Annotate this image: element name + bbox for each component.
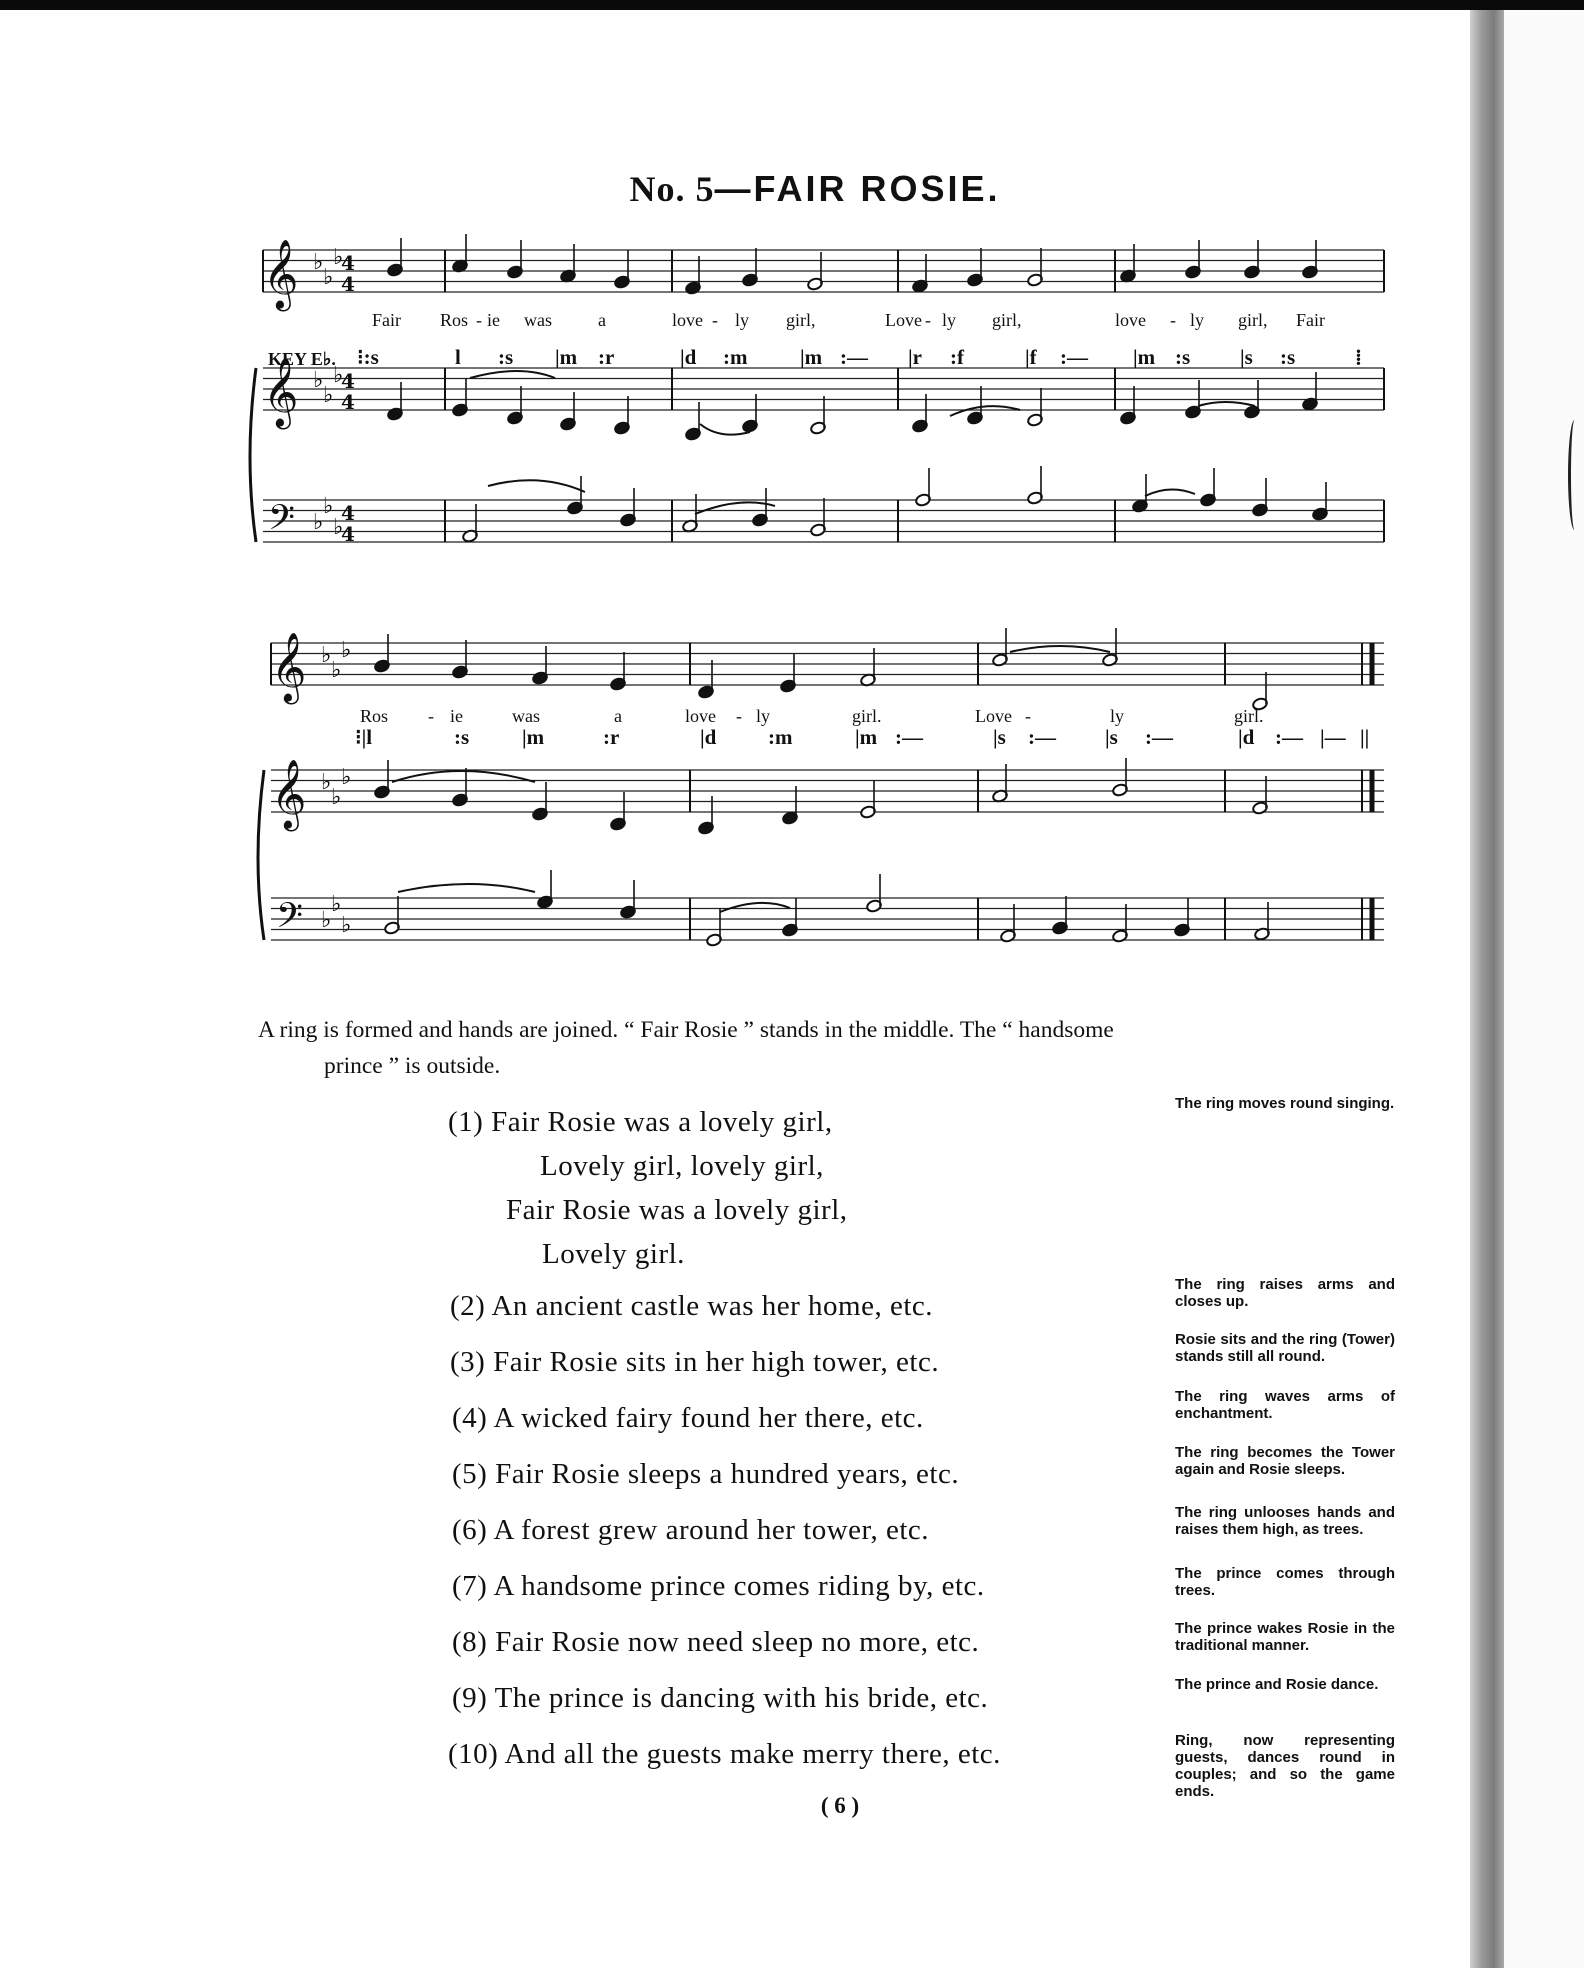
treble-clef: 𝄞 [263,239,299,309]
verse-1-line-2 [540,1150,824,1183]
lyric-syllable: ie [450,706,463,726]
song-name: FAIR ROSIE. [753,168,1001,209]
time-signature-top: 4 [341,369,355,393]
solfa-syllable: :— [1060,345,1088,369]
verse-line: A wicked fairy found her there, etc. [493,1402,924,1434]
lyric-syllable: a [614,706,622,726]
solfa-syllable: :f [950,345,964,369]
flat-sign: ♭ [333,245,344,270]
lyric-syllable: - [712,310,718,330]
time-signature-top: 4 [341,501,355,525]
lyric-syllable: ly [1110,706,1125,726]
verse-10 [448,1738,1001,1771]
solfa-syllable: :m [723,345,748,369]
solfa-syllable: ⁝:s [357,345,379,369]
solfa-syllable: l [455,345,461,369]
verse-8 [452,1626,979,1659]
solfa-syllable: || [1360,725,1370,749]
lyric-syllable: - [736,706,742,726]
slur [950,406,1020,416]
verse-line: Fair Rosie sits in her high tower, etc. [493,1346,940,1378]
solfa-syllable: :s [1280,345,1296,369]
treble-clef: 𝄞 [271,759,307,829]
solfa-syllable: |m [555,345,578,369]
verse-1-line-3 [506,1194,848,1227]
verse-7 [452,1570,985,1603]
lyric-syllable: girl, [1238,310,1268,330]
lyric-syllable: ly [735,310,750,330]
lyric-syllable: - [428,706,434,726]
verse-number: (9) [452,1682,488,1714]
solfa-syllable: :s [1175,345,1191,369]
bass-clef: 𝄢 [268,497,296,546]
time-signature-bottom: 4 [341,272,355,296]
page-title: No. 5—FAIR ROSIE. [629,168,1001,209]
lyric-syllable: Ros [440,310,469,330]
solfa-syllable: |m [1133,345,1156,369]
slur [488,480,585,492]
verse-5 [452,1458,959,1491]
bass-clef: 𝄢 [276,895,304,944]
flat-sign: ♭ [341,638,352,663]
time-signature-bottom: 4 [341,390,355,414]
lyric-syllable: Love [975,706,1012,726]
verse-line: A forest grew around her tower, etc. [493,1514,930,1546]
flat-sign: ♭ [323,494,334,519]
instructions [258,1012,1388,1084]
solfa-syllable: |d [700,725,717,749]
verse-number: (3) [450,1346,486,1378]
piano-brace [250,368,256,542]
lyric-syllable: love [672,310,703,330]
verse-2 [450,1290,933,1323]
verse-number: (8) [452,1626,488,1658]
lyric-syllable: love [685,706,716,726]
slur [1145,489,1195,496]
instruction-line-2: prince ” is outside. [324,1053,501,1079]
solfa-syllable: :s [454,725,470,749]
solfa-syllable: |s [1105,725,1118,749]
lyric-syllable: a [598,310,606,330]
flat-sign: ♭ [313,250,324,275]
solfa-syllable: |f [1025,345,1037,369]
flat-sign: ♭ [321,643,332,668]
solfa-syllable: |— [1320,725,1346,749]
lyric-syllable: girl. [852,706,882,726]
lyric-syllable: Fair [372,310,401,330]
piano-brace [258,770,264,940]
flat-sign: ♭ [341,765,352,790]
verse-number: (6) [452,1514,488,1546]
verse-number: (7) [452,1570,488,1602]
lyric-syllable: was [524,310,552,330]
flat-sign: ♭ [333,363,344,388]
solfa-syllable: :s [498,345,514,369]
key-label: KEY E♭. [268,349,336,369]
verse-line: And all the guests make merry there, etc. [504,1738,1001,1770]
solfa-syllable: :— [1275,725,1303,749]
lyric-syllable: girl. [1234,706,1264,726]
page-number: ( 6 ) [820,1793,860,1818]
verse-line: Lovely girl. [542,1238,685,1270]
treble-clef: 𝄞 [271,632,307,702]
solfa-syllable: |m [800,345,823,369]
verse-9 [452,1682,988,1715]
lyric-syllable: love [1115,310,1146,330]
slur [470,371,555,378]
side-note-7: The prince comes through trees. [1175,1565,1395,1599]
lyric-syllable: ie [487,310,500,330]
verse-line: Fair Rosie sleeps a hundred years, etc. [495,1458,960,1490]
flat-sign: ♭ [331,892,342,917]
flat-sign: ♭ [333,515,344,540]
lyric-syllable: - [1025,706,1031,726]
song-number: No. 5 [629,169,715,209]
verse-3 [450,1346,939,1379]
solfa-syllable: :r [598,345,615,369]
solfa-syllable: :— [1028,725,1056,749]
verse-1 [448,1106,833,1139]
lyric-syllable: - [925,310,931,330]
lyric-syllable: - [1170,310,1176,330]
solfa-syllable: :— [840,345,868,369]
slur [720,903,790,912]
solfa-syllable: |m [855,725,878,749]
solfa-syllable: |s [993,725,1006,749]
verse-line: Fair Rosie was a lovely girl, [506,1194,848,1226]
flat-sign: ♭ [313,510,324,535]
verse-line: Fair Rosie now need sleep no more, etc. [495,1626,980,1658]
side-note-3: Rosie sits and the ring (Tower) stands still all round. [1175,1331,1395,1365]
verse-line: A handsome prince comes riding by, etc. [493,1570,985,1602]
side-note-9: The prince and Rosie dance. [1175,1676,1379,1693]
lyric-syllable: was [512,706,540,726]
treble-clef: 𝄞 [263,357,299,427]
slur [1198,402,1255,406]
solfa-syllable: :m [768,725,793,749]
verse-line: An ancient castle was her home, etc. [491,1290,934,1322]
instruction-line-1: A ring is formed and hands are joined. “ Fair Rosie ” stands in the middle. The “ handsome [258,1017,1114,1043]
lyric-syllable: ly [1190,310,1205,330]
solfa-syllable: :— [1145,725,1173,749]
verse-number: (1) [448,1106,484,1138]
flat-sign: ♭ [321,908,332,933]
lyric-syllable: ly [756,706,771,726]
side-note-4: The ring waves arms of enchantment. [1175,1388,1395,1422]
verse-number: (4) [452,1402,488,1434]
flat-sign: ♭ [331,785,342,810]
side-note-2: The ring raises arms and closes up. [1175,1276,1395,1310]
verse-number: (2) [450,1290,486,1322]
verse-line: The prince is dancing with his bride, etc. [494,1682,989,1714]
slur [695,502,775,514]
side-note-10: Ring, now representing guests, dances round in couples; and so the game ends. [1175,1732,1395,1800]
solfa-syllable: |s [1240,345,1253,369]
solfa-syllable: ⁞ [1355,345,1362,369]
flat-sign: ♭ [341,913,352,938]
flat-sign: ♭ [323,265,334,290]
slur [1010,646,1110,652]
verse-number: (10) [448,1738,499,1770]
lyric-syllable: - [476,310,482,330]
lyric-syllable: Ros [360,706,389,726]
slur [398,884,535,892]
side-note-5: The ring becomes the Tower again and Rosie sleeps. [1175,1444,1395,1478]
verse-number: (5) [452,1458,488,1490]
solfa-syllable: |d [680,345,697,369]
solfa-syllable: |r [908,345,922,369]
solfa-syllable: |d [1238,725,1255,749]
verse-line: Lovely girl, lovely girl, [540,1150,824,1182]
solfa-syllable: :— [895,725,923,749]
time-signature-bottom: 4 [341,522,355,546]
side-note-6: The ring unlooses hands and raises them high, as trees. [1175,1504,1395,1538]
verse-line: Fair Rosie was a lovely girl, [491,1106,833,1138]
lyric-syllable: girl, [786,310,816,330]
flat-sign: ♭ [323,383,334,408]
lyric-syllable: Love [885,310,922,330]
flat-sign: ♭ [313,368,324,393]
solfa-syllable: |m [522,725,545,749]
lyric-syllable: ly [942,310,957,330]
side-note-8: The prince wakes Rosie in the traditional manner. [1175,1620,1395,1654]
lyric-syllable: girl, [992,310,1022,330]
lyric-syllable: Fair [1296,310,1325,330]
verse-4 [452,1402,924,1435]
time-signature-top: 4 [341,251,355,275]
verse-6 [452,1514,929,1547]
side-note-1: The ring moves round singing. [1175,1095,1395,1112]
flat-sign: ♭ [331,658,342,683]
solfa-syllable: ⁝|l [355,725,373,749]
flat-sign: ♭ [321,770,332,795]
verse-1-line-4 [542,1238,685,1271]
solfa-syllable: :r [603,725,620,749]
